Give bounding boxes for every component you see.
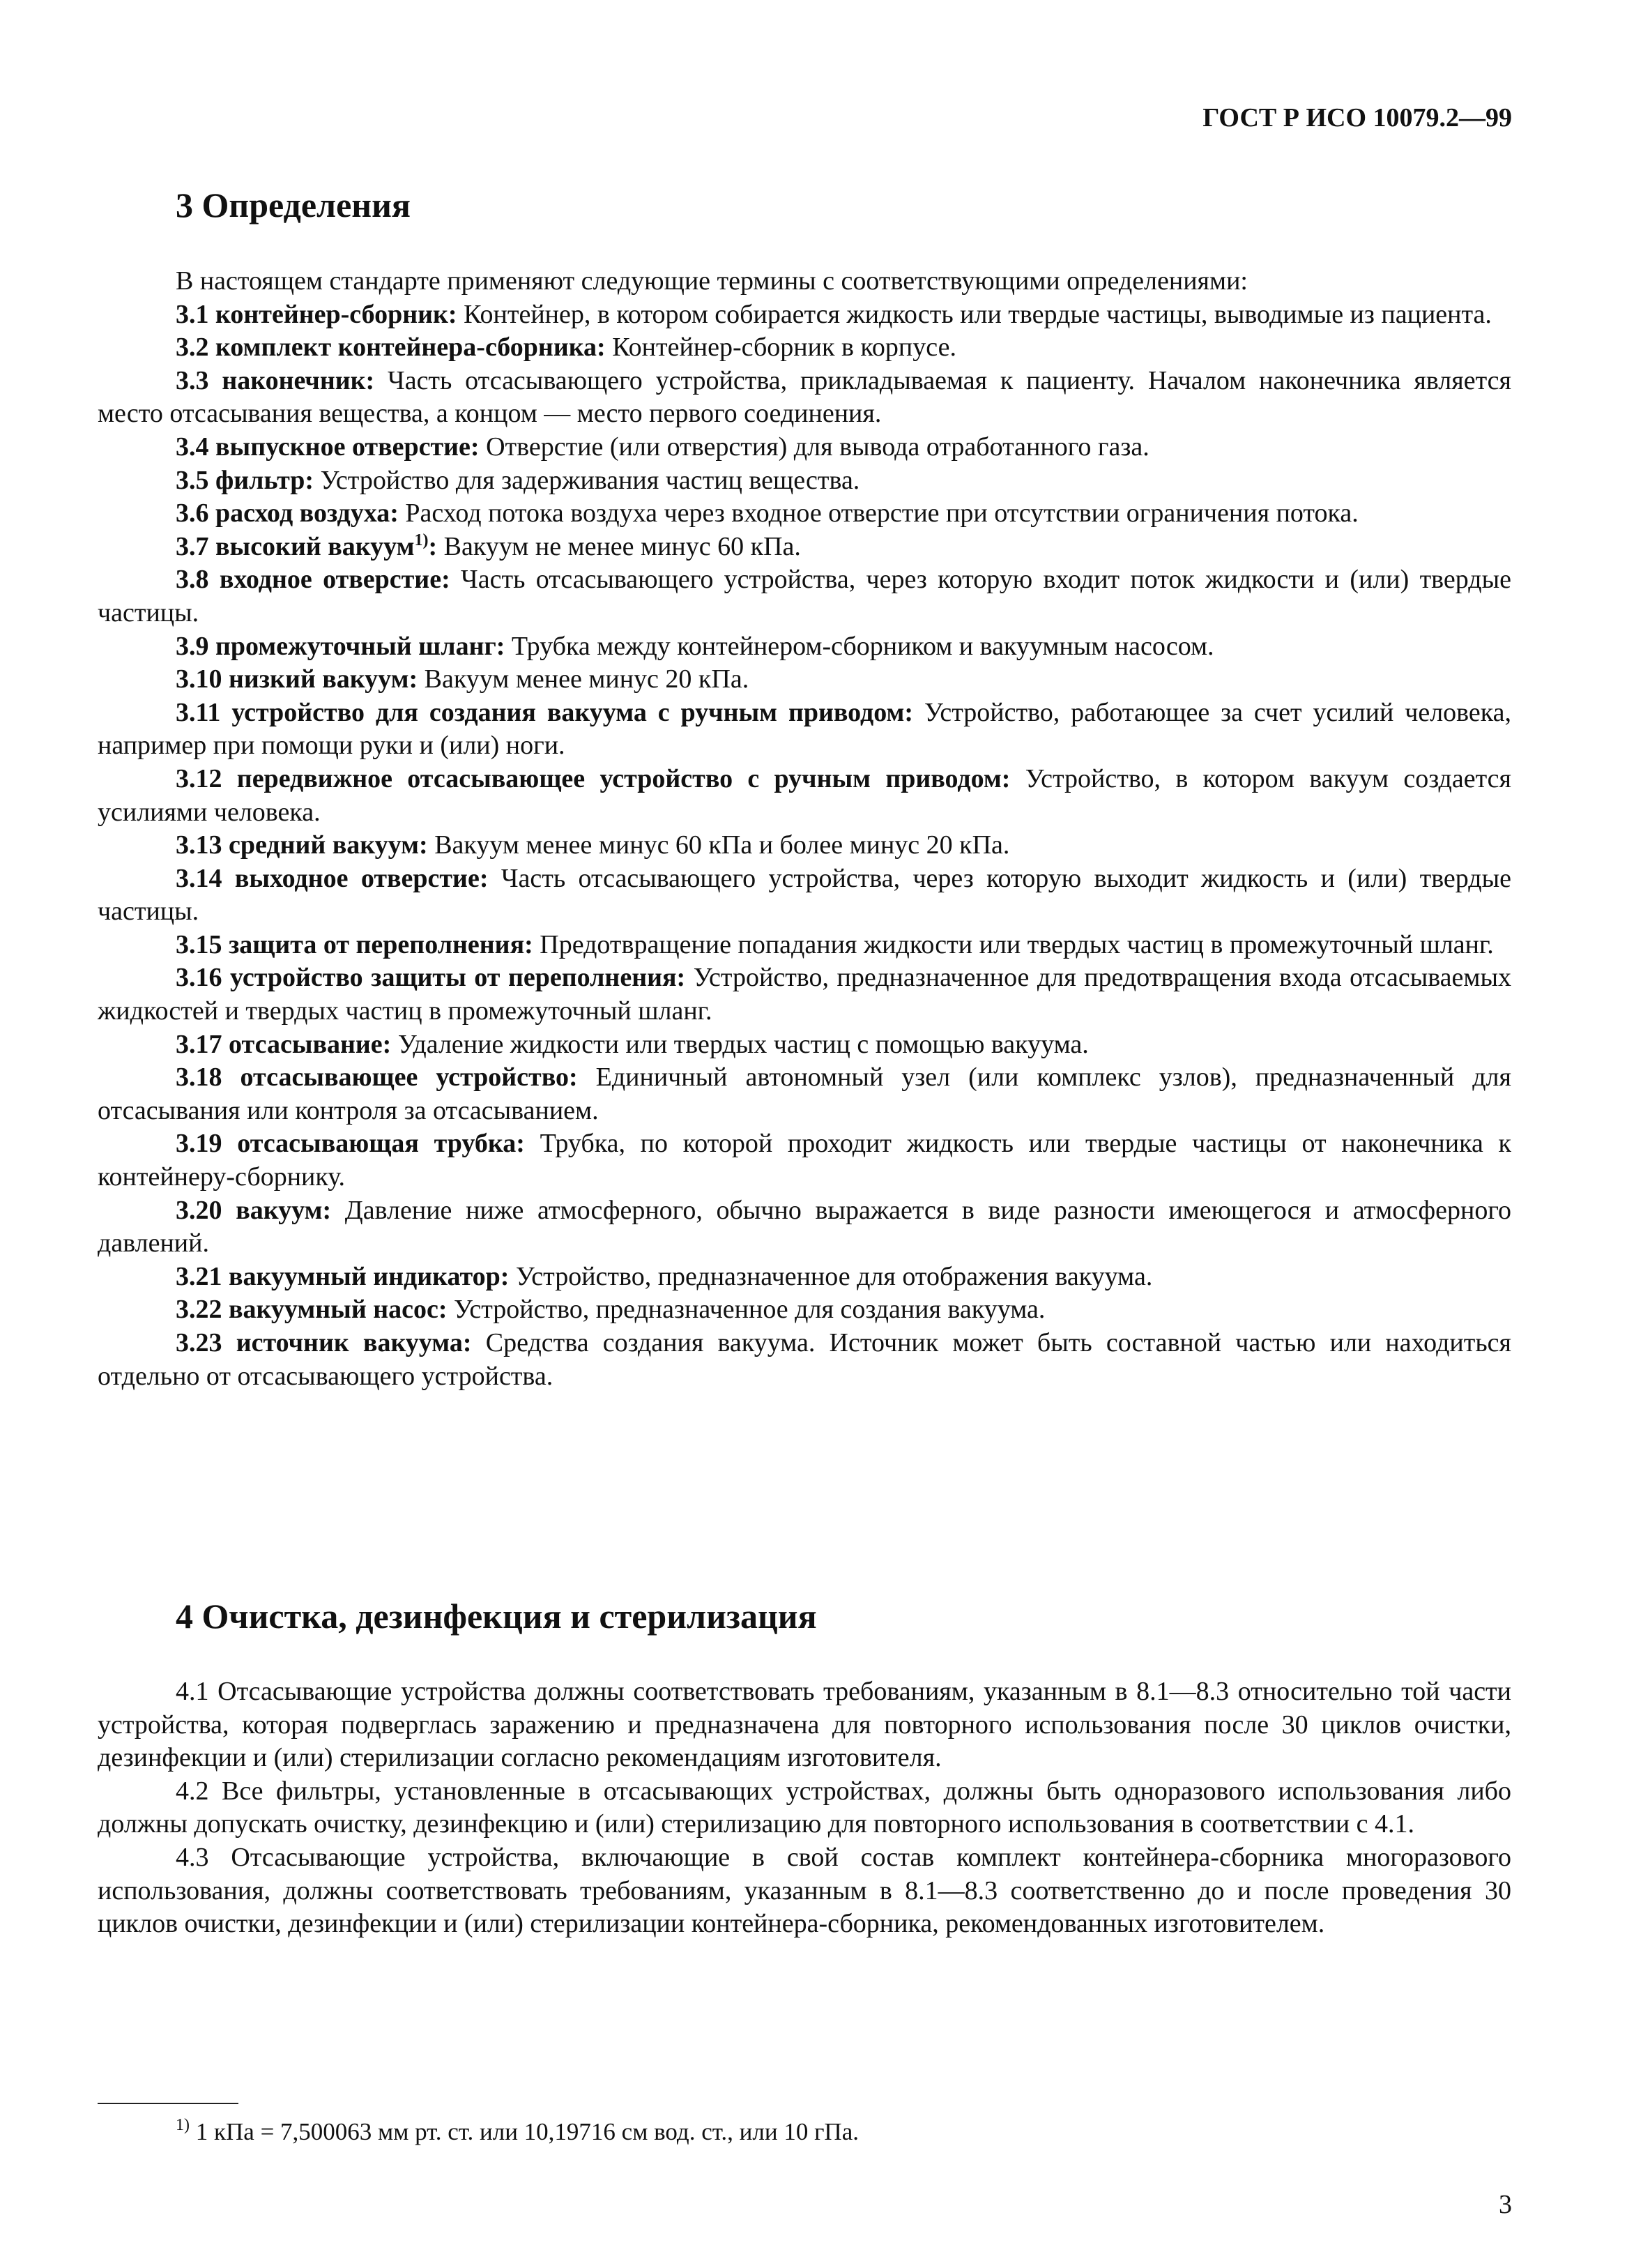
definition-term: 3.10 низкий вакуум: [176,664,418,694]
section-3-title: 3 Определения [176,185,411,224]
definition-text: Вакуум менее минус 60 кПа и более минус 20 кПа. [434,830,1010,860]
definition-3-22 [98,1293,1511,1327]
footnote-divider [98,2103,238,2104]
definition-term: 3.6 расход воздуха: [176,498,399,528]
definition-text: Предотвращение попадания жидкости или твердых частиц в промежуточный шланг. [540,929,1494,959]
definition-text: Часть отсасывающего устройства, через которую выходит жидкость и (или) твердые частицы. [98,863,1512,927]
footnote-text: 1 кПа = 7,500063 мм рт. ст. или 10,19716 см вод. ст., или 10 гПа. [195,2118,859,2145]
definition-3-18 [98,1061,1511,1127]
definition-term: 3.8 входное отверстие: [176,565,450,595]
definition-text: Устройство, предназначенное для создания вакуума. [454,1295,1046,1325]
definition-term: 3.23 источник вакуума: [176,1328,472,1357]
section-3-intro: В настоящем стандарте применяют следующие термины с соответствующими определениями: [176,266,1248,296]
definition-3-16 [98,961,1511,1028]
definition-3-12 [98,763,1511,829]
definition-text: Отверстие (или отверстия) для вывода отработанного газа. [486,432,1149,462]
definition-3-13 [98,829,1511,862]
section-3-body [98,265,1511,1393]
definition-text: Удаление жидкости или твердых частиц с помощью вакуума. [397,1029,1089,1059]
page-number: 3 [1499,2190,1512,2219]
definition-3-23 [98,1327,1511,1393]
definition-3-10 [98,663,1511,697]
definition-term: 3.18 отсасывающее устройство: [176,1063,578,1093]
definition-3-17 [98,1028,1511,1062]
definition-text: Устройство, предназначенное для отображения вакуума. [515,1261,1153,1291]
footnote [176,2117,859,2147]
definition-term: 3.12 передвижное отсасывающее устройство с ручным приводом: [176,763,1011,793]
definition-3-20 [98,1194,1511,1261]
definition-3-1 [98,298,1511,332]
definition-text: Вакуум не менее минус 60 кПа. [443,531,801,561]
definition-text: Средства создания вакуума. Источник может быть составной частью или находиться отдельно от отсасывающего устройства. [98,1328,1512,1391]
definition-term: 3.15 защита от переполнения: [176,929,533,959]
definition-text: Расход потока воздуха через входное отверстие при отсутствии ограничения потока. [405,498,1359,528]
definition-term: 3.5 фильтр: [176,465,314,495]
paragraph-4-2: 4.2 Все фильтры, установленные в отсасывающих устройствах, должны быть одноразового использования либо должны допускать очистку, дезинфекцию и (или) стерилизацию для повторного использования в соответствии с 4.1. [98,1776,1511,1839]
definition-text: Устройство для задерживания частиц вещества. [320,465,860,495]
definition-3-7 [98,531,1511,564]
definition-term: 3.4 выпускное отверстие: [176,432,480,462]
definition-3-2 [98,331,1511,365]
definition-term: 3.9 промежуточный шланг: [176,631,505,661]
definition-3-11 [98,697,1511,763]
definition-3-8 [98,563,1511,630]
definition-term: 3.20 вакуум: [176,1195,332,1225]
definition-term: 3.22 вакуумный насос: [176,1295,448,1325]
definition-text: Трубка между контейнером-сборником и вакуумным насосом. [511,631,1214,661]
paragraph-4-3: 4.3 Отсасывающие устройства, включающие в свой состав комплект контейнера-сборника многоразового использования, должны соответствовать требованиям, указанным в 8.1—8.3 соответственно до и после проведения 30 циклов очистки, дезинфекции и (или) стерилизации контейнера-сборника, рекомендованных изготовителем. [98,1842,1511,1939]
definition-term: 3.14 выходное отверстие: [176,863,489,893]
definition-3-5 [98,464,1511,498]
definition-3-6 [98,497,1511,531]
definition-text: Контейнер, в котором собирается жидкость или твердые частицы, выводимые из пациента. [464,299,1492,329]
definition-text: Устройство, предназначенное для предотвращения входа отсасываемых жидкостей и твердых частиц в промежуточный шланг. [98,963,1511,1026]
section-4-title: 4 Очистка, дезинфекция и стерилизация [176,1597,817,1636]
definition-3-3 [98,365,1511,431]
definition-text: Часть отсасывающего устройства, прикладываемая к пациенту. Началом наконечника является место отсасывания вещества, а концом — место первого соединения. [98,365,1512,429]
definition-3-21 [98,1261,1511,1294]
definition-text: Часть отсасывающего устройства, через которую входит поток жидкости и (или) твердые частицы. [98,565,1511,627]
definition-term: 3.2 комплект контейнера-сборника: [176,333,606,363]
standard-header: ГОСТ Р ИСО 10079.2—99 [1202,103,1512,132]
definition-term: 3.17 отсасывание: [176,1029,392,1059]
definition-term: 3.1 контейнер-сборник: [176,299,457,329]
definition-3-4 [98,431,1511,464]
definition-3-14 [98,862,1511,929]
definition-term: 3.21 вакуумный индикатор: [176,1261,510,1291]
definition-text: Давление ниже атмосферного, обычно выражается в виде разности имеющегося и атмосферного давлений. [98,1195,1512,1258]
definition-term: 3.13 средний вакуум: [176,830,428,860]
definition-text: Контейнер-сборник в корпусе. [612,333,956,363]
section-4-body [98,1675,1511,1941]
footnote-mark: 1) [176,2116,190,2134]
definition-term: 3.19 отсасывающая трубка: [176,1129,525,1159]
definition-text: Трубка, по которой проходит жидкость или твердые частицы от наконечника к контейнеру-сборнику. [98,1129,1512,1192]
definition-term: 3.16 устройство защиты от переполнения: [176,963,686,993]
paragraph-4-1: 4.1 Отсасывающие устройства должны соответствовать требованиям, указанным в 8.1—8.3 относительно той части устройства, которая подверглась заражению и предназначена для повторного использования после 30 циклов очистки, дезинфекции и (или) стерилизации согласно рекомендациям изготовителя. [98,1677,1511,1773]
definition-term: 3.11 устройство для создания вакуума с ручным приводом: [176,697,914,727]
definition-term: 3.7 высокий вакуум$^{1)}$: [176,531,438,561]
definition-3-9 [98,630,1511,664]
definition-text: Вакуум менее минус 20 кПа. [424,664,749,694]
definition-text: Устройство, в котором вакуум создается усилиями человека. [98,763,1512,827]
definition-3-15 [98,929,1511,962]
definition-term: 3.3 наконечник: [176,365,375,395]
definition-text: Устройство, работающее за счет усилий человека, например при помощи руки и (или) ноги. [98,697,1512,761]
definition-3-19 [98,1127,1511,1194]
definition-text: Единичный автономный узел (или комплекс узлов), предназначенный для отсасывания или контроля за отсасыванием. [98,1063,1512,1125]
footnote-ref: 1) [414,531,429,549]
